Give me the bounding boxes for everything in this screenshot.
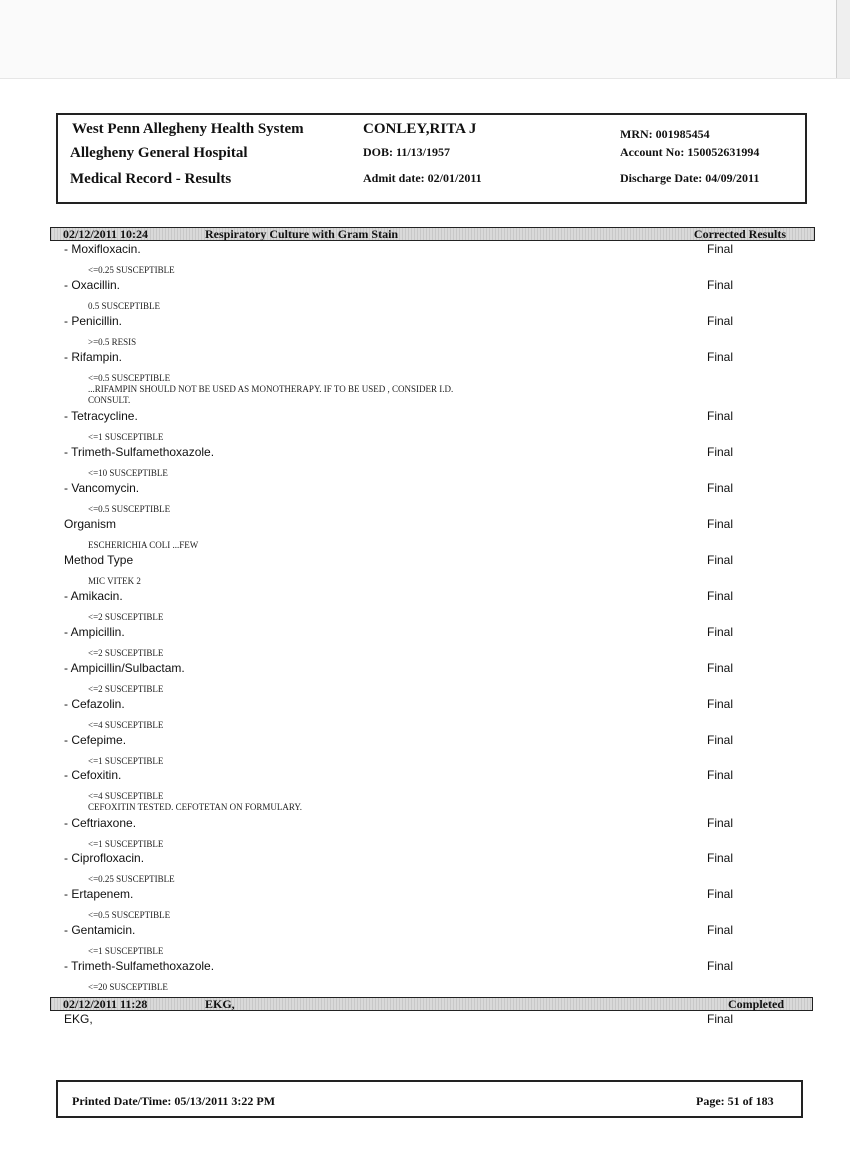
result-label: - Ampicillin/Sulbactam. — [64, 661, 185, 675]
patient-name: CONLEY,RITA J — [363, 121, 477, 137]
patient-dob: DOB: 11/13/1957 — [363, 145, 451, 159]
result-label: - Amikacin. — [64, 589, 123, 603]
scan-top-margin — [0, 0, 850, 79]
document-type: Medical Record - Results — [70, 171, 232, 187]
result-note: <=0.5 SUSCEPTIBLE — [88, 910, 171, 920]
section-header — [50, 997, 813, 1011]
result-note: <=1 SUSCEPTIBLE — [88, 839, 164, 849]
result-status: Final — [707, 661, 734, 675]
result-label: - Trimeth-Sulfamethoxazole. — [64, 959, 215, 973]
result-status: Final — [707, 768, 734, 782]
result-note: <=2 SUSCEPTIBLE — [88, 684, 164, 694]
result-label: - Ciprofloxacin. — [64, 851, 145, 865]
result-status: Final — [707, 242, 734, 256]
printed-datetime: Printed Date/Time: 05/13/2011 3:22 PM — [72, 1094, 276, 1108]
result-status: Final — [707, 445, 734, 459]
scan-edge — [836, 0, 850, 78]
result-note: <=20 SUSCEPTIBLE — [88, 982, 168, 992]
result-status: Final — [707, 350, 734, 364]
page-number: Page: 51 of 183 — [696, 1094, 774, 1108]
result-note: <=0.5 SUSCEPTIBLE ...RIFAMPIN SHOULD NOT BE USED AS MONOTHERAPY. IF TO BE USED , CONSIDER I.D. CONSULT. — [88, 373, 454, 405]
result-label: - Moxifloxacin. — [64, 242, 141, 256]
result-note: ESCHERICHIA COLI ...FEW — [88, 540, 199, 550]
result-status: Final — [707, 923, 734, 937]
result-label: - Ertapenem. — [64, 887, 134, 901]
section-test-name: EKG, — [205, 997, 235, 1011]
result-label: - Ampicillin. — [64, 625, 125, 639]
result-status: Final — [707, 733, 734, 747]
result-status: Final — [707, 409, 734, 423]
mrn: MRN: 001985454 — [620, 127, 710, 141]
result-note: MIC VITEK 2 — [88, 576, 141, 586]
result-status: Final — [707, 1012, 734, 1026]
section-datetime: 02/12/2011 10:24 — [63, 227, 149, 241]
result-status: Final — [707, 959, 734, 973]
result-label: Organism — [64, 517, 117, 531]
section-status: Corrected Results — [693, 227, 786, 241]
discharge-date: Discharge Date: 04/09/2011 — [620, 171, 760, 185]
result-note: <=0.25 SUSCEPTIBLE — [88, 265, 175, 275]
result-note: <=0.25 SUSCEPTIBLE — [88, 874, 175, 884]
result-label: - Penicillin. — [64, 314, 123, 328]
result-label: - Cefepime. — [64, 733, 127, 747]
org-name: West Penn Allegheny Health System — [72, 121, 304, 137]
result-note: <=0.5 SUSCEPTIBLE — [88, 504, 171, 514]
result-note: <=1 SUSCEPTIBLE — [88, 432, 164, 442]
result-label: - Ceftriaxone. — [64, 816, 137, 830]
result-status: Final — [707, 314, 734, 328]
result-status: Final — [707, 589, 734, 603]
section-status: Completed — [728, 997, 784, 1011]
result-label: - Cefazolin. — [64, 697, 125, 711]
result-label: - Trimeth-Sulfamethoxazole. — [64, 445, 215, 459]
result-label: - Tetracycline. — [64, 409, 138, 423]
section-datetime: 02/12/2011 11:28 — [63, 997, 148, 1011]
result-note: >=0.5 RESIS — [88, 337, 137, 347]
result-note: <=2 SUSCEPTIBLE — [88, 648, 164, 658]
result-note: <=1 SUSCEPTIBLE — [88, 946, 164, 956]
result-status: Final — [707, 553, 734, 567]
result-note: <=4 SUSCEPTIBLE CEFOXITIN TESTED. CEFOTETAN ON FORMULARY. — [88, 791, 302, 812]
account-number: Account No: 150052631994 — [620, 145, 760, 159]
admit-date: Admit date: 02/01/2011 — [363, 171, 482, 185]
result-note: 0.5 SUSCEPTIBLE — [88, 301, 161, 311]
result-label: - Cefoxitin. — [64, 768, 122, 782]
result-label: - Vancomycin. — [64, 481, 140, 495]
result-note: <=4 SUSCEPTIBLE — [88, 720, 164, 730]
print-footer — [56, 1080, 803, 1118]
section-header — [50, 227, 815, 241]
result-label: - Rifampin. — [64, 350, 123, 364]
result-status: Final — [707, 816, 734, 830]
result-status: Final — [707, 278, 734, 292]
result-status: Final — [707, 481, 734, 495]
result-note: <=2 SUSCEPTIBLE — [88, 612, 164, 622]
result-status: Final — [707, 697, 734, 711]
result-label: Method Type — [64, 553, 134, 567]
record-header — [56, 113, 807, 204]
result-note: <=10 SUSCEPTIBLE — [88, 468, 168, 478]
result-status: Final — [707, 625, 734, 639]
result-status: Final — [707, 887, 734, 901]
section-test-name: Respiratory Culture with Gram Stain — [205, 227, 399, 241]
result-status: Final — [707, 851, 734, 865]
result-note: <=1 SUSCEPTIBLE — [88, 756, 164, 766]
result-label: - Oxacillin. — [64, 278, 121, 292]
result-label: - Gentamicin. — [64, 923, 136, 937]
hospital-name: Allegheny General Hospital — [70, 145, 248, 161]
result-label: EKG, — [64, 1012, 93, 1026]
result-status: Final — [707, 517, 734, 531]
